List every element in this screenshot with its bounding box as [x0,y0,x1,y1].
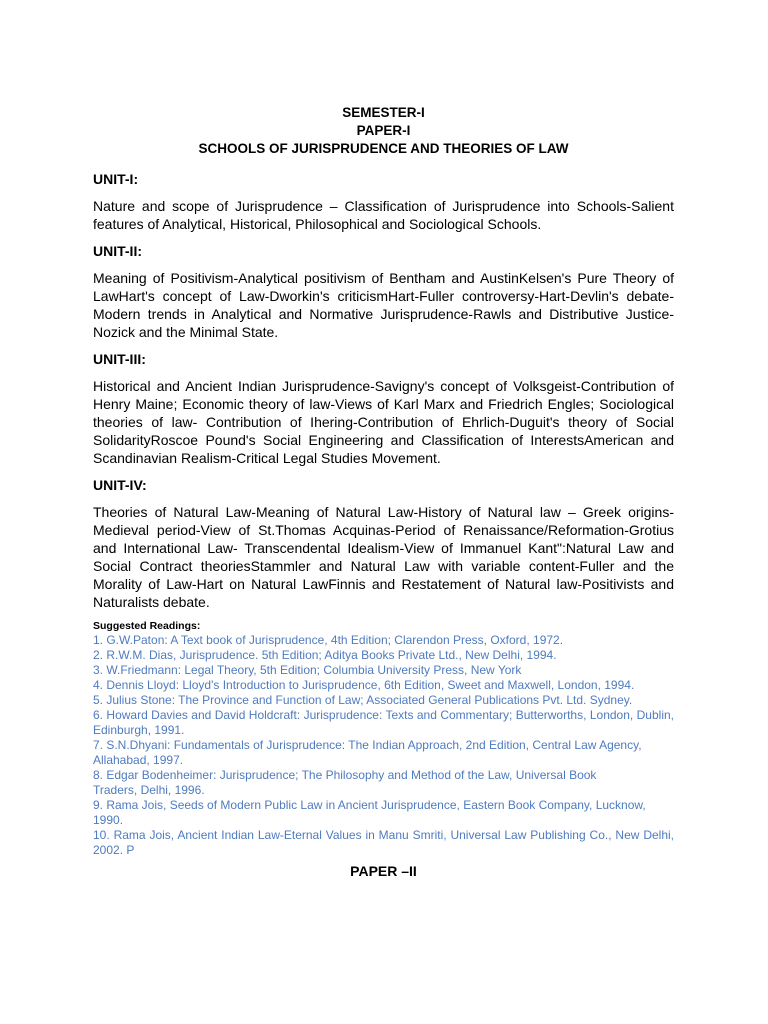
unit-3-text: Historical and Ancient Indian Jurisprudence-Savigny's concept of Volksgeist-Contribution of Henry Maine; Economic theory of law-Views of Karl Marx and Friedrich Engles; Sociological theories of law- Contribution of Ihering-Contribution of Ehrlich-Duguit's theory of Social SolidarityRoscoe Pound's Social Engineering and Classification of InterestsAmerican and Scandinavian Realism-Critical Legal Studies Movement. [93,378,674,466]
reading-item: Allahabad, 1997. [93,753,184,767]
reading-item: 7. S.N.Dhyani: Fundamentals of Jurisprudence: The Indian Approach, 2nd Edition, Central Law Agency, [93,738,642,752]
unit-3-heading: UNIT-III: [93,351,146,367]
reading-item: 5. Julius Stone: The Province and Function of Law; Associated General Publications Pvt. Ltd. Sydney. [93,693,633,707]
reading-item: 1990. [93,813,124,827]
reading-item: 3. W.Friedmann: Legal Theory, 5th Edition; Columbia University Press, New York [93,663,522,677]
reading-item: 1. G.W.Paton: A Text book of Jurisprudence, 4th Edition; Clarendon Press, Oxford, 1972. [93,633,564,647]
unit-4-text: Theories of Natural Law-Meaning of Natural Law-History of Natural law – Greek origins-Medieval period-View of St.Thomas Acquinas-Period of Renaissance/Reformation-Grotius and International Law- Transcendental Idealism-View of Immanuel Kant":Natural Law and Social Contract theoriesStammler and Natural Law with variable content-Fuller and the Morality of Law-Hart on Natural LawFinnis and Restatement of Natural law-Positivists and Naturalists debate. [93,504,674,610]
reading-item: 6. Howard Davies and David Holdcraft: Jurisprudence: Texts and Commentary; Butterworths, London, Dublin, Edinburgh, 1991. [93,708,674,737]
readings-list [93,633,674,858]
suggested-readings-title: Suggested Readings: [93,620,201,632]
unit-4-heading: UNIT-IV: [93,477,147,493]
reading-item: 2. R.W.M. Dias, Jurisprudence. 5th Edition; Aditya Books Private Ltd., New Delhi, 1994. [93,648,557,662]
reading-item: Traders, Delhi, 1996. [93,783,205,797]
paper-heading: PAPER-I [356,123,411,138]
unit-2-heading: UNIT-II: [93,243,142,259]
next-paper-heading: PAPER –II [350,863,417,879]
document-page [93,104,674,880]
page-title: SCHOOLS OF JURISPRUDENCE AND THEORIES OF LAW [198,141,569,156]
semester-heading: SEMESTER-I [342,105,425,120]
reading-item: 8. Edgar Bodenheimer: Jurisprudence; The Philosophy and Method of the Law, Universal Book [93,768,597,782]
unit-1-heading: UNIT-I: [93,171,139,187]
unit-1-text: Nature and scope of Jurisprudence – Classification of Jurisprudence into Schools-Salient features of Analytical, Historical, Philosophical and Sociological Schools. [93,198,674,232]
reading-item: 10. Rama Jois, Ancient Indian Law-Eternal Values in Manu Smriti, Universal Law Publishing Co., New Delhi, 2002. P [93,828,674,857]
reading-item: 4. Dennis Lloyd: Lloyd's Introduction to Jurisprudence, 6th Edition, Sweet and Maxwell, London, 1994. [93,678,635,692]
reading-item: 9. Rama Jois, Seeds of Modern Public Law in Ancient Jurisprudence, Eastern Book Company, Lucknow, [93,798,646,812]
unit-2-text: Meaning of Positivism-Analytical positivism of Bentham and AustinKelsen's Pure Theory of LawHart's concept of Law-Dworkin's criticismHart-Fuller controversy-Hart-Devlin's debate-Modern trends in Analytical and Normative Jurisprudence-Rawls and Distributive Justice-Nozick and the Minimal State. [93,270,674,340]
